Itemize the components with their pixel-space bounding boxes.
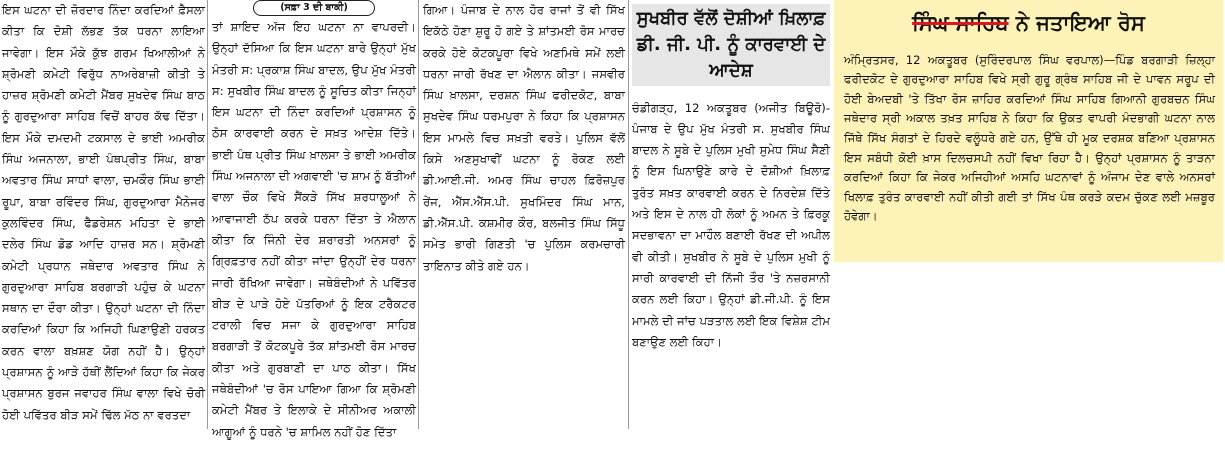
article-3-headline — [834, 7, 1223, 39]
article-singh-sahib-box — [834, 0, 1223, 262]
column-1 — [2, 0, 205, 429]
headline-rest-text: ਨੇ ਜਤਾਇਆ ਰੋਸ — [1008, 11, 1145, 35]
struck-headline-text: ਸਿੰਘ ਸਾਹਿਬ — [912, 11, 1009, 35]
column-2-text: ਤਾਂ ਸ਼ਾਇਦ ਅੱਜ ਇਹ ਘਟਨਾ ਨਾ ਵਾਪਰਦੀ। ਉਨ੍ਹਾਂ ਦੱਸਿਆ ਕਿ ਇਸ ਘਟਨਾ ਬਾਰੇ ਉਨ੍ਹਾਂ ਮੁੱਖ ਮੰਤਰੀ ਸ: ਪ੍ਰਕਾਸ਼ ਸਿੰਘ ਬਾਦਲ, ਉਪ ਮੁੱਖ ਮੰਤਰੀ ਸ: ਸੁਖਬੀਰ ਸਿੰਘ ਬਾਦਲ ਨੂੰ ਸੂਚਿਤ ਕੀਤਾ ਜਿਨ੍ਹਾਂ ਇਸ ਘਟਨਾ ਦੀ ਨਿੰਦਾ ਕਰਦਿਆਂ ਪ੍ਰਸ਼ਾਸਨ ਨੂੰ ਠੋਸ ਕਾਰਵਾਈ ਕਰਨ ਦੇ ਸਖ਼ਤ ਆਦੇਸ਼ ਦਿੱਤੇ। ਭਾਈ ਪੰਥ ਪ੍ਰੀਤ ਸਿੰਘ ਖ਼ਾਲਸਾ ਤੇ ਭਾਈ ਅਮਰੀਕ ਸਿੰਘ ਅਜਨਾਲਾ ਦੀ ਅਗਵਾਈ 'ਚ ਸ਼ਾਮ ਨੂੰ ਬੱਤੀਆਂ ਵਾਲਾ ਚੌਕ ਵਿਖੇ ਸੈਂਕੜੇ ਸਿੱਖ ਸ਼ਰਧਾਲੂਆਂ ਨੇ ਆਵਾਜਾਈ ਠੱਪ ਕਰਕੇ ਧਰਨਾ ਦਿੱਤਾ ਤੇ ਐਲਾਨ ਕੀਤਾ ਕਿ ਜਿੰਨੀ ਦੇਰ ਸ਼ਰਾਰਤੀ ਅਨਸਰਾਂ ਨੂੰ ਗ੍ਰਿਫ਼ਤਾਰ ਨਹੀਂ ਕੀਤਾ ਜਾਂਦਾ ਉਨ੍ਹੀਂ ਦੇਰ ਧਰਨਾ ਜਾਰੀ ਰੱਖਿਆ ਜਾਵੇਗਾ। ਜਥੇਬੰਦੀਆਂ ਨੇ ਪਵਿੱਤਰ ਬੀੜ ਦੇ ਪਾੜੇ ਹੋਏ ਪੱਤਰਿਆਂ ਨੂੰ ਇਕ ਟਰੈਕਟਰ ਟਰਾਲੀ ਵਿਚ ਸਜਾ ਕੇ ਗੁਰਦੁਆਰਾ ਸਾਹਿਬ ਬਰਗਾੜੀ ਤੋਂ ਕੋਟਕਪੂਰੇ ਤੱਕ ਸ਼ਾਂਤਮਈ ਰੋਸ ਮਾਰਚ ਕੀਤਾ ਅਤੇ ਗੁਰਬਾਣੀ ਦਾ ਪਾਠ ਕੀਤਾ। ਸਿੱਖ ਜਥੇਬੰਦੀਆਂ 'ਚ ਰੋਸ ਪਾਇਆ ਗਿਆ ਕਿ ਸ਼੍ਰੋਮਣੀ ਕਮੇਟੀ ਮੈਂਬਰ ਤੇ ਇਲਾਕੇ ਦੇ ਸੀਨੀਅਰ ਅਕਾਲੀ ਆਗੂਆਂ ਨੂੰ ਧਰਨੇ 'ਚ ਸ਼ਾਮਿਲ ਨਹੀਂ ਹੋਣ ਦਿੱਤਾ — [212, 20, 416, 439]
continued-from-page-label: (ਸਫ਼ਾ 3 ਦੀ ਬਾਕੀ) — [253, 0, 375, 16]
column-divider-2 — [418, 0, 419, 429]
column-3 — [423, 0, 625, 429]
article-2-text: ਚੰਡੀਗੜ੍ਹ, 12 ਅਕਤੂਬਰ (ਅਜੀਤ ਬਿਊਰੋ)-ਪੰਜਾਬ ਦੇ ਉਪ ਮੁੱਖ ਮੰਤਰੀ ਸ. ਸੁਖਬੀਰ ਸਿੰਘ ਬਾਦਲ ਨੇ ਸੂਬੇ ਦੇ ਪੁਲਿਸ ਮੁਖੀ ਸੁਮੇਧ ਸਿੰਘ ਸੈਣੀ ਨੂੰ ਇਸ ਘਿਨਾਉਣੇ ਕਾਰੇ ਦੇ ਦੋਸ਼ੀਆਂ ਖ਼ਿਲਾਫ਼ ਤੁਰੰਤ ਸਖ਼ਤ ਕਾਰਵਾਈ ਕਰਨ ਦੇ ਨਿਰਦੇਸ਼ ਦਿੱਤੇ ਅਤੇ ਇਸ ਦੇ ਨਾਲ ਹੀ ਲੋਕਾਂ ਨੂੰ ਅਮਨ ਤੇ ਫ਼ਿਰਕੂ ਸਦਭਾਵਨਾ ਦਾ ਮਾਹੌਲ ਬਣਾਈ ਰੱਖਣ ਦੀ ਅਪੀਲ ਵੀ ਕੀਤੀ। ਸੁਖਬੀਰ ਨੇ ਸੂਬੇ ਦੇ ਪੁਲਿਸ ਮੁਖੀ ਨੂੰ ਸਾਰੀ ਕਾਰਵਾਈ ਦੀ ਨਿੱਜੀ ਤੌਰ 'ਤੇ ਨਜ਼ਰਸਾਨੀ ਕਰਨ ਲਈ ਕਿਹਾ। ਉਨ੍ਹਾਂ ਡੀ.ਜੀ.ਪੀ. ਨੂੰ ਇਸ ਮਾਮਲੇ ਦੀ ਜਾਂਚ ਪੜਤਾਲ ਲਈ ਇਕ ਵਿਸ਼ੇਸ਼ ਟੀਮ ਬਣਾਉਣ ਲਈ ਕਿਹਾ। — [632, 100, 830, 349]
article-sukhbir-dgp — [632, 0, 830, 429]
column-1-text: ਇਸ ਘਟਨਾ ਦੀ ਜ਼ੋਰਦਾਰ ਨਿੰਦਾ ਕਰਦਿਆਂ ਫ਼ੈਸਲਾ ਕੀਤਾ ਕਿ ਦੋਸ਼ੀ ਲੱਭਣ ਤੱਕ ਧਰਨਾ ਲਾਇਆ ਜਾਵੇਗਾ। ਇਸ ਮੌਕੇ ਕੁੱਝ ਗਰਮ ਖਿਆਲੀਆਂ ਨੇ ਸ਼੍ਰੋਮਣੀ ਕਮੇਟੀ ਵਿਰੁੱਧ ਨਾਅਰੇਬਾਜ਼ੀ ਕੀਤੀ ਤੇ ਹਾਜ਼ਰ ਸ਼੍ਰੋਮਣੀ ਕਮੇਟੀ ਮੈਂਬਰ ਸੁਖਦੇਵ ਸਿੰਘ ਬਾਠ ਨੂੰ ਗੁਰਦੁਆਰਾ ਸਾਹਿਬ ਵਿਚੋਂ ਬਾਹਰ ਕੱਢ ਦਿੱਤਾ। ਇਸ ਮੌਕੇ ਦਮਦਮੀ ਟਕਸਾਲ ਦੇ ਭਾਈ ਅਮਰੀਕ ਸਿੰਘ ਅਜਨਾਲਾ, ਭਾਈ ਪੰਥਪ੍ਰੀਤ ਸਿੰਘ, ਬਾਬਾ ਅਵਤਾਰ ਸਿੰਘ ਸਾਧਾਂ ਵਾਲਾ, ਚਮਕੌਰ ਸਿੰਘ ਭਾਈ ਰੂਪਾ, ਬਾਬਾ ਰਵਿੰਦਰ ਸਿੰਘ, ਗੁਰਦੁਆਰਾ ਮੈਨੇਜਰ ਕੁਲਵਿੰਦਰ ਸਿੰਘ, ਫੈਡਰੇਸ਼ਨ ਮਹਿਤਾ ਦੇ ਭਾਈ ਦਲੇਰ ਸਿੰਘ ਡੋਡ ਆਦਿ ਹਾਜ਼ਰ ਸਨ। ਸ਼੍ਰੋਮਣੀ ਕਮੇਟੀ ਪ੍ਰਧਾਨ ਜਥੇਦਾਰ ਅਵਤਾਰ ਸਿੰਘ ਨੇ ਗੁਰਦੁਆਰਾ ਸਾਹਿਬ ਬਰਗਾੜੀ ਪਹੁੰਚ ਕੇ ਘਟਨਾ ਸਥਾਨ ਦਾ ਦੌਰਾ ਕੀਤਾ। ਉਨ੍ਹਾਂ ਘਟਨਾ ਦੀ ਨਿੰਦਾ ਕਰਦਿਆਂ ਕਿਹਾ ਕਿ ਅਜਿਹੀ ਘਿਣਾਉਣੀ ਹਰਕਤ ਕਰਨ ਵਾਲਾ ਬਖ਼ਸ਼ਣ ਯੋਗ ਨਹੀਂ ਹੈ। ਉਨ੍ਹਾਂ ਪ੍ਰਸ਼ਾਸਨ ਨੂੰ ਆੜੇ ਹੱਥੀਂ ਲੈਂਦਿਆਂ ਕਿਹਾ ਕਿ ਜੇਕਰ ਪ੍ਰਸ਼ਾਸਨ ਬੁਰਜ ਜਵਾਹਰ ਸਿੰਘ ਵਾਲਾ ਵਿਖੇ ਚੋਰੀ ਹੋਈ ਪਵਿੱਤਰ ਬੀੜ ਸਮੇਂ ਢਿੱਲ ਮੱਠ ਨਾ ਵਰਤਦਾ — [2, 3, 205, 422]
article-3-text: ਅੰਮ੍ਰਿਤਸਰ, 12 ਅਕਤੂਬਰ (ਸੁਰਿੰਦਰਪਾਲ ਸਿੰਘ ਵਰਪਾਲ)—ਪਿੰਡ ਬਰਗਾੜੀ ਜ਼ਿਲ੍ਹਾ ਫਰੀਦਕੋਟ ਦੇ ਗੁਰਦੁਆਰਾ ਸਾਹਿਬ ਵਿਖੇ ਸ੍ਰੀ ਗੁਰੂ ਗ੍ਰੰਥ ਸਾਹਿਬ ਜੀ ਦੇ ਪਾਵਨ ਸਰੂਪ ਦੀ ਹੋਈ ਬੇਅਦਬੀ 'ਤੇ ਤਿੱਖਾ ਰੋਸ ਜ਼ਾਹਿਰ ਕਰਦਿਆਂ ਸਿੰਘ ਸਾਹਿਬ ਗਿਆਨੀ ਗੁਰਬਚਨ ਸਿੰਘ ਜਥੇਦਾਰ ਸ੍ਰੀ ਅਕਾਲ ਤਖ਼ਤ ਸਾਹਿਬ ਨੇ ਕਿਹਾ ਕਿ ਉਕਤ ਵਾਪਰੀ ਮੰਦਭਾਗੀ ਘਟਨਾ ਨਾਲ ਜਿੱਥੇ ਸਿੱਖ ਸੰਗਤਾਂ ਦੇ ਹਿਰਦੇ ਵਲੂੰਧਰੇ ਗਏ ਹਨ, ਉੱਥੇ ਹੀ ਮੂਕ ਦਰਸ਼ਕ ਬਣਿਆ ਪ੍ਰਸ਼ਾਸਨ ਇਸ ਸਬੰਧੀ ਕੋਈ ਖ਼ਾਸ ਦਿਲਚਸਪੀ ਨਹੀਂ ਵਿਖਾ ਰਿਹਾ ਹੈ। ਉਨ੍ਹਾਂ ਪ੍ਰਸ਼ਾਸਨ ਨੂੰ ਤਾੜਨਾ ਕਰਦਿਆਂ ਕਿਹਾ ਕਿ ਜੇਕਰ ਅਜਿਹੀਆਂ ਅਸਹਿ ਘਟਨਾਵਾਂ ਨੂੰ ਅੰਜਾਮ ਦੇਣ ਵਾਲੇ ਅਨਸਰਾਂ ਖਿਲਾਫ਼ ਤੁਰੰਤ ਕਾਰਵਾਈ ਨਹੀਂ ਕੀਤੀ ਗਈ ਤਾਂ ਸਿੱਖ ਪੰਥ ਕਰੜੇ ਕਦਮ ਚੁੱਕਣ ਲਈ ਮਜ਼ਬੂਰ ਹੋਵੇਗਾ। — [844, 52, 1215, 224]
column-3-text: ਗਿਆ। ਪੰਜਾਬ ਦੇ ਨਾਲ ਹੋਰ ਰਾਜਾਂ ਤੋਂ ਵੀ ਸਿੱਖ ਇਕੱਠੇ ਹੋਣਾ ਸ਼ੁਰੂ ਹੋ ਗਏ ਤੇ ਸ਼ਾਂਤਮਈ ਰੋਸ ਮਾਰਚ ਕਰਕੇ ਹੋਏ ਕੋਟਕਪੂਰਾ ਵਿਖੇ ਅਣਮਿਥੇ ਸਮੇਂ ਲਈ ਧਰਨਾ ਜਾਰੀ ਰੱਖਣ ਦਾ ਐਲਾਨ ਕੀਤਾ। ਜਸਵੀਰ ਸਿੰਘ ਖ਼ਾਲਸਾ, ਦਰਸ਼ਨ ਸਿੰਘ ਫਰੀਦਕੋਟ, ਬਾਬਾ ਸੁਖਦੇਵ ਸਿੰਘ ਧਰਮਪੁਰਾ ਨੇ ਕਿਹਾ ਕਿ ਪ੍ਰਸ਼ਾਸਨ ਇਸ ਮਾਮਲੇ ਵਿਚ ਸਖ਼ਤੀ ਵਰਤੇ। ਪੁਲਿਸ ਵੱਲੋਂ ਕਿਸੇ ਅਣਸੁਖਾਵੀਂ ਘਟਨਾ ਨੂੰ ਰੋਕਣ ਲਈ ਡੀ.ਆਈ.ਜੀ. ਅਮਰ ਸਿੰਘ ਚਾਹਲ ਫ਼ਿਰੋਜ਼ਪੁਰ ਰੇਂਜ, ਐੱਸ.ਐੱਸ.ਪੀ. ਸੁਖਮਿੰਦਰ ਸਿੰਘ ਮਾਨ, ਡੀ.ਐੱਸ.ਪੀ. ਕਸ਼ਮੀਰ ਕੌਰ, ਬਲਜੀਤ ਸਿੰਘ ਸਿੱਧੂ ਸਮੇਤ ਭਾਰੀ ਗਿਣਤੀ 'ਚ ਪੁਲਿਸ ਕਰਮਚਾਰੀ ਤਾਇਨਾਤ ਕੀਤੇ ਗਏ ਹਨ। — [423, 3, 625, 273]
article-2-headline: ਸੁਖਬੀਰ ਵੱਲੋਂ ਦੋਸ਼ੀਆਂ ਖ਼ਿਲਾਫ਼ ਡੀ. ਜੀ. ਪੀ. ਨੂੰ ਕਾਰਵਾਈ ਦੇ ਆਦੇਸ਼ — [632, 4, 830, 86]
column-divider-3 — [628, 0, 629, 429]
column-2 — [212, 0, 416, 439]
column-divider-1 — [207, 0, 208, 429]
